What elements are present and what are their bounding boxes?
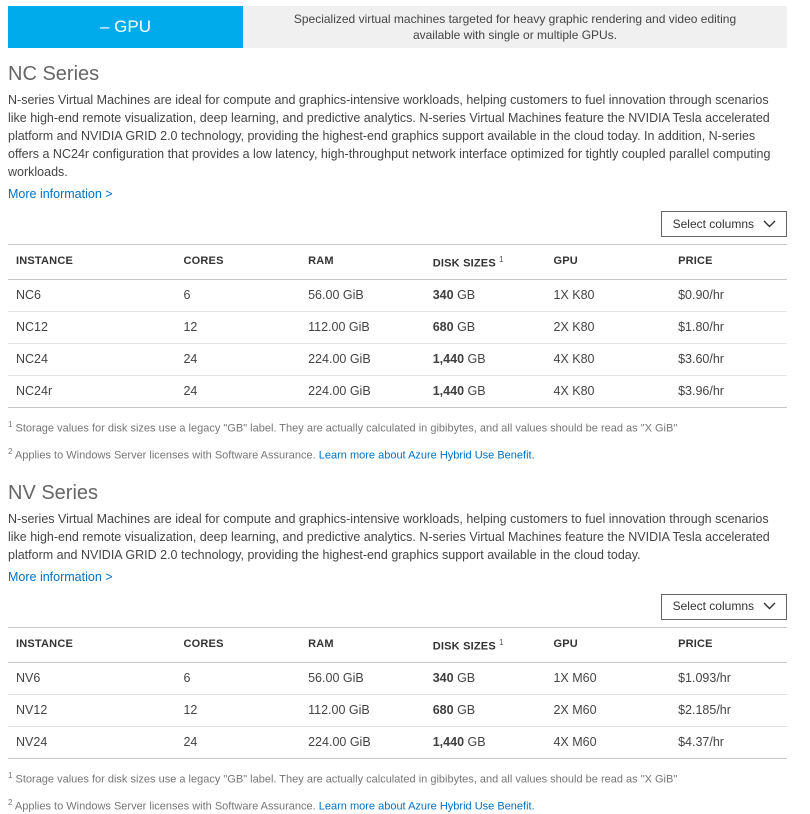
- cell-disk-sizes: 1,440 GB: [425, 343, 546, 375]
- nv-series-title: NV Series: [8, 481, 99, 504]
- cell-ram: 224.00 GiB: [300, 375, 425, 407]
- cell-price: $0.90/hr: [670, 279, 787, 311]
- cell-cores: 12: [175, 694, 300, 726]
- select-columns-label: Select columns: [672, 599, 754, 614]
- cell-disk-sizes: 680 GB: [425, 694, 546, 726]
- column-header-instance: INSTANCE: [8, 245, 175, 280]
- column-header-gpu: GPU: [545, 245, 670, 280]
- nc-footnote-hybrid-benefit: $^2$ Applies to Windows Server licenses with Software Assurance. Learn more about Azure Hybrid Use Benefit.: [8, 447, 535, 462]
- cell-gpu: 4X K80: [545, 343, 670, 375]
- table-row: [8, 694, 787, 726]
- gpu-accordion-toggle[interactable]: [8, 6, 243, 48]
- cell-price: $4.37/hr: [670, 726, 787, 758]
- nv-more-information-link[interactable]: More information >: [8, 569, 113, 584]
- nv-pricing-table: [8, 627, 787, 759]
- cell-instance: NV6: [8, 662, 175, 694]
- select-columns-label: Select columns: [672, 216, 754, 231]
- column-header-disk-sizes: DISK SIZES $^1$: [425, 245, 546, 280]
- nc-more-information-link[interactable]: More information >: [8, 187, 113, 201]
- cell-gpu: 1X M60: [545, 662, 670, 694]
- cell-price: $1.80/hr: [670, 311, 787, 343]
- cell-gpu: 1X K80: [545, 279, 670, 311]
- cell-cores: 24: [175, 726, 300, 758]
- column-header-cores: CORES: [175, 627, 300, 662]
- nv-table-header-row: [8, 627, 787, 662]
- column-header-ram: RAM: [300, 245, 425, 280]
- cell-disk-sizes: 340 GB: [425, 662, 546, 694]
- disk-sizes-footnote-marker: 1: [499, 637, 504, 647]
- cell-gpu: 2X M60: [545, 694, 670, 726]
- table-row: [8, 662, 787, 694]
- gpu-accordion-label: – GPU: [99, 17, 152, 36]
- table-row: [8, 279, 787, 311]
- chevron-down-icon: [763, 602, 776, 610]
- cell-instance: NV24: [8, 726, 175, 758]
- cell-instance: NC12: [8, 311, 175, 343]
- cell-cores: 6: [175, 279, 300, 311]
- cell-disk-sizes: 680 GB: [425, 311, 546, 343]
- column-header-gpu: GPU: [545, 627, 670, 662]
- cell-instance: NC6: [8, 279, 175, 311]
- nv-select-columns-row: [8, 594, 787, 620]
- gpu-accordion-header: [8, 6, 787, 48]
- cell-cores: 12: [175, 311, 300, 343]
- nc-select-columns-row: [8, 211, 787, 237]
- cell-ram: 56.00 GiB: [300, 279, 425, 311]
- column-header-instance: INSTANCE: [8, 627, 175, 662]
- nv-footnote-storage: $^1$ Storage values for disk sizes use a legacy "GB" label. They are actually calculated in gibibytes, and all values should be read as "X GiB": [8, 770, 678, 786]
- column-header-cores: CORES: [175, 245, 300, 280]
- cell-instance: NV12: [8, 694, 175, 726]
- table-row: [8, 375, 787, 407]
- nv-footnote-hybrid-benefit: $^2$ Applies to Windows Server licenses with Software Assurance. Learn more about Azure Hybrid Use Benefit.: [8, 798, 535, 813]
- table-row: [8, 726, 787, 758]
- column-header-price: PRICE: [670, 245, 787, 280]
- cell-disk-sizes: 340 GB: [425, 279, 546, 311]
- nc-select-columns-button[interactable]: [661, 211, 787, 237]
- nv-select-columns-button[interactable]: [661, 594, 787, 620]
- cell-price: $2.185/hr: [670, 694, 787, 726]
- cell-disk-sizes: 1,440 GB: [425, 375, 546, 407]
- nc-table-header-row: [8, 245, 787, 280]
- azure-hybrid-benefit-link[interactable]: Learn more about Azure Hybrid Use Benefit.: [318, 449, 535, 462]
- azure-hybrid-benefit-link[interactable]: Learn more about Azure Hybrid Use Benefit.: [318, 800, 535, 813]
- nc-pricing-table: [8, 244, 787, 408]
- table-row: [8, 311, 787, 343]
- cell-ram: 112.00 GiB: [300, 311, 425, 343]
- disk-sizes-footnote-marker: 1: [499, 255, 504, 264]
- cell-cores: 24: [175, 343, 300, 375]
- cell-ram: 56.00 GiB: [300, 662, 425, 694]
- gpu-description-box: [243, 6, 787, 48]
- cell-disk-sizes: 1,440 GB: [425, 726, 546, 758]
- table-row: [8, 343, 787, 375]
- cell-price: $3.60/hr: [670, 343, 787, 375]
- cell-ram: 112.00 GiB: [300, 694, 425, 726]
- chevron-down-icon: [763, 220, 776, 228]
- nc-series-description: N-series Virtual Machines are ideal for compute and graphics-intensive workloads, helping customers to fuel innovation through scenarios like high-end remote visualization, deep learning, and predictive analytics. N-series Virtual Machines feature the NVIDIA Tesla accelerated platform and NVIDIA GRID 2.0 technology, providing the highest-end graphics support available in the cloud today. In addition, N-series offers a NC24r configuration that provides a low latency, high-throughput network interface optimized for tightly coupled parallel computing workloads.: [8, 93, 771, 179]
- cell-ram: 224.00 GiB: [300, 343, 425, 375]
- cell-instance: NC24: [8, 343, 175, 375]
- cell-price: $3.96/hr: [670, 375, 787, 407]
- nc-series-title: NC Series: [8, 63, 100, 85]
- cell-price: $1.093/hr: [670, 662, 787, 694]
- cell-cores: 24: [175, 375, 300, 407]
- column-header-disk-sizes: DISK SIZES $^1$: [425, 627, 546, 662]
- cell-gpu: 4X M60: [545, 726, 670, 758]
- cell-cores: 6: [175, 662, 300, 694]
- column-header-ram: RAM: [300, 627, 425, 662]
- cell-gpu: 2X K80: [545, 311, 670, 343]
- nc-footnote-storage: $^1$ Storage values for disk sizes use a legacy "GB" label. They are actually calculated in gibibytes, and all values should be read as "X GiB": [8, 419, 678, 435]
- cell-gpu: 4X K80: [545, 375, 670, 407]
- gpu-pricing-page: [8, 6, 787, 814]
- cell-ram: 224.00 GiB: [300, 726, 425, 758]
- cell-instance: NC24r: [8, 375, 175, 407]
- nv-series-description: N-series Virtual Machines are ideal for compute and graphics-intensive workloads, helping customers to fuel innovation through scenarios like high-end remote visualization, deep learning, and predictive analytics. N-series Virtual Machines feature the NVIDIA Tesla accelerated platform and NVIDIA GRID 2.0 technology, providing the highest-end graphics support available in the cloud today.: [8, 511, 770, 562]
- gpu-description-text: Specialized virtual machines targeted for heavy graphic rendering and video editing available with single or multiple GPUs.: [293, 12, 737, 42]
- column-header-price: PRICE: [670, 627, 787, 662]
